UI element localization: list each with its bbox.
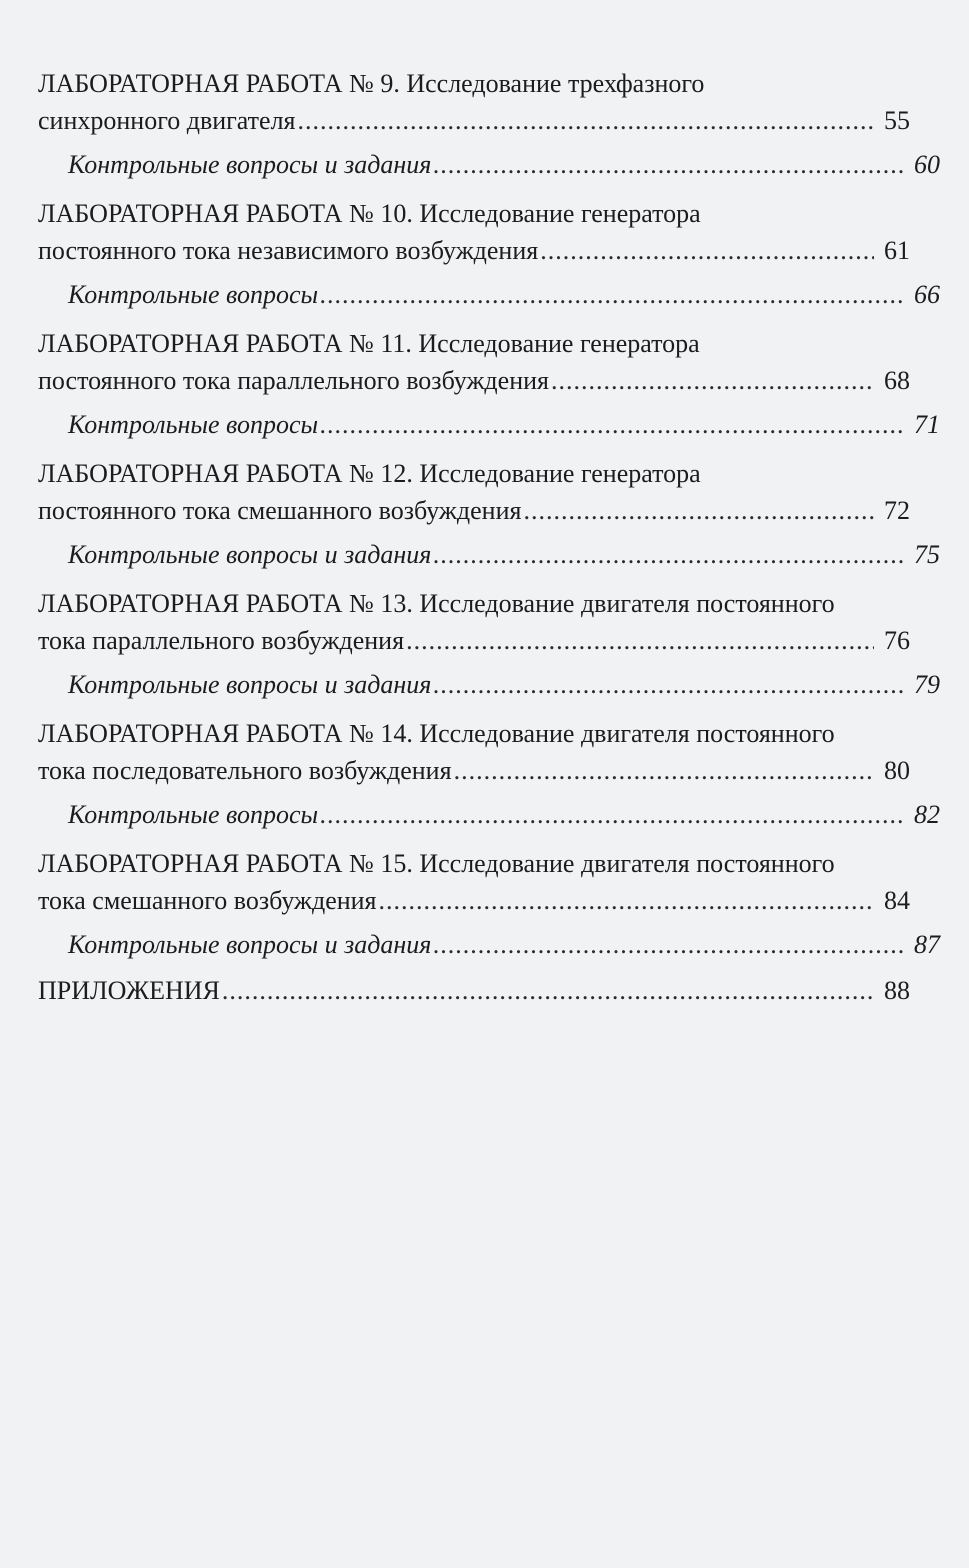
toc-entry-title: ЛАБОРАТОРНАЯ РАБОТА № 10. Исследование генератора <box>38 199 701 228</box>
toc-entry-lab-10 <box>38 194 910 276</box>
page-number: 82 <box>914 800 940 829</box>
dot-leader <box>454 754 874 788</box>
toc-entry-appendix <box>38 974 910 1014</box>
toc-entry-lab-9 <box>38 64 910 146</box>
toc-entry-title-cont: тока последовательного возбуждения <box>38 756 452 785</box>
toc-entry-title: ЛАБОРАТОРНАЯ РАБОТА № 13. Исследование двигателя постоянного <box>38 589 835 618</box>
page-number: 55 <box>884 106 910 135</box>
toc-entry-title-cont: тока смешанного возбуждения <box>38 886 377 915</box>
page-number: 88 <box>884 976 910 1005</box>
toc-entry-lab-11 <box>38 324 910 406</box>
dot-leader <box>523 494 874 528</box>
toc-subentry-lab-9 <box>38 146 940 194</box>
toc-appendix-label: ПРИЛОЖЕНИЯ <box>38 976 220 1005</box>
dot-leader <box>222 974 874 1008</box>
page-number: 61 <box>884 236 910 265</box>
page-number: 87 <box>914 930 940 959</box>
dot-leader <box>433 538 904 572</box>
dot-leader <box>433 148 904 182</box>
page-number: 68 <box>884 366 910 395</box>
toc-entry-continuation <box>38 104 910 146</box>
toc-entry-title: ЛАБОРАТОРНАЯ РАБОТА № 11. Исследование генератора <box>38 329 700 358</box>
dot-leader <box>540 234 874 268</box>
toc-entry-continuation <box>38 884 910 926</box>
toc-entry-lab-12 <box>38 454 910 536</box>
toc-entry-lab-13 <box>38 584 910 666</box>
dot-leader <box>320 798 904 832</box>
toc-entry-title: ЛАБОРАТОРНАЯ РАБОТА № 15. Исследование двигателя постоянного <box>38 849 835 878</box>
toc-entry-title-cont: постоянного тока параллельного возбуждения <box>38 366 549 395</box>
toc-subentry-lab-10 <box>38 276 940 324</box>
dot-leader <box>320 278 904 312</box>
toc-entry-continuation <box>38 364 910 406</box>
page-number: 84 <box>884 886 910 915</box>
toc-subentry-label: Контрольные вопросы <box>68 280 319 309</box>
page-number: 76 <box>884 626 910 655</box>
dot-leader <box>379 884 874 918</box>
page-number: 79 <box>914 670 940 699</box>
page-number: 80 <box>884 756 910 785</box>
dot-leader <box>433 928 904 962</box>
toc-entry-continuation <box>38 494 910 536</box>
dot-leader <box>406 624 874 658</box>
toc-subentry-lab-14 <box>38 796 940 844</box>
toc-entry-title: ЛАБОРАТОРНАЯ РАБОТА № 14. Исследование двигателя постоянного <box>38 719 835 748</box>
toc-entry-continuation <box>38 624 910 666</box>
toc-entry-lab-15 <box>38 844 910 926</box>
toc-entry-title: ЛАБОРАТОРНАЯ РАБОТА № 12. Исследование генератора <box>38 459 701 488</box>
dot-leader <box>298 104 875 138</box>
page-number: 75 <box>914 540 940 569</box>
toc-entry-title-cont: постоянного тока смешанного возбуждения <box>38 496 522 525</box>
page-number: 60 <box>914 150 940 179</box>
page-number: 72 <box>884 496 910 525</box>
toc-subentry-label: Контрольные вопросы и задания <box>68 670 432 699</box>
toc-subentry-label: Контрольные вопросы и задания <box>68 540 432 569</box>
toc-subentry-lab-15 <box>38 926 940 974</box>
toc-subentry-label: Контрольные вопросы и задания <box>68 150 432 179</box>
toc-subentry-lab-12 <box>38 536 940 584</box>
toc-entry-title-cont: постоянного тока независимого возбуждения <box>38 236 539 265</box>
toc-subentry-label: Контрольные вопросы <box>68 410 319 439</box>
dot-leader <box>433 668 904 702</box>
toc-entry-continuation <box>38 234 910 276</box>
page-number: 71 <box>914 410 940 439</box>
toc-entry-title-cont: тока параллельного возбуждения <box>38 626 405 655</box>
toc-entry-lab-14 <box>38 714 910 796</box>
table-of-contents <box>38 64 940 1014</box>
toc-subentry-label: Контрольные вопросы <box>68 800 319 829</box>
toc-subentry-label: Контрольные вопросы и задания <box>68 930 432 959</box>
toc-subentry-lab-11 <box>38 406 940 454</box>
toc-entry-title: ЛАБОРАТОРНАЯ РАБОТА № 9. Исследование трехфазного <box>38 69 705 98</box>
toc-entry-title-cont: синхронного двигателя <box>38 106 296 135</box>
dot-leader <box>551 364 874 398</box>
page-number: 66 <box>914 280 940 309</box>
toc-entry-continuation <box>38 754 910 796</box>
dot-leader <box>320 408 904 442</box>
toc-subentry-lab-13 <box>38 666 940 714</box>
